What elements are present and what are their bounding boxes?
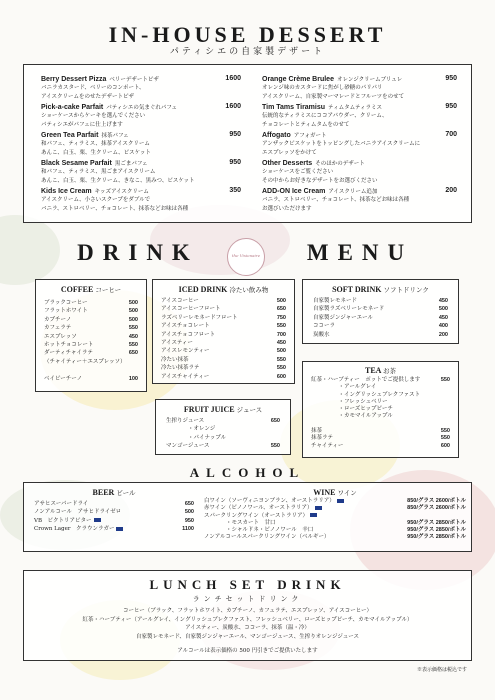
menu-row — [161, 373, 286, 381]
menu-row — [311, 443, 450, 450]
menu-item-price: 550 — [276, 365, 286, 372]
menu-item-name: カプチーノ — [44, 316, 72, 323]
menu-row — [161, 297, 286, 305]
menu-item-price: 550 — [440, 428, 450, 435]
menu-item-price: 550 — [270, 443, 280, 450]
menu-row — [44, 299, 138, 307]
menu-item-name: 赤ワイン（ピノノワール、オーストラリア） — [204, 505, 322, 512]
menu-item-name: アサヒスーパードライ — [34, 501, 89, 507]
menu-item-price: 550 — [128, 342, 138, 349]
menu-item-name: チャイティー — [311, 442, 344, 449]
menu-row — [313, 322, 448, 330]
australia-flag-icon — [94, 518, 101, 522]
logo — [227, 238, 265, 276]
dessert-item — [262, 103, 457, 129]
menu-item-price: 650 — [276, 306, 286, 313]
dessert-name — [262, 187, 457, 195]
dessert-name-en: Kids Ice Cream — [41, 188, 92, 195]
dessert-name — [41, 159, 241, 167]
dessert-description: ショーケースをご覧ください — [262, 169, 334, 175]
menu-item-name: ・フレッシュベリー — [311, 398, 388, 405]
menu-item-name — [44, 366, 46, 374]
menu-item-price: 700 — [276, 331, 286, 338]
menu-row — [166, 417, 280, 425]
menu-row — [44, 316, 138, 324]
dessert-description: あんこ、白玉、栗、生クリーム、きなこ、黒みつ、ビスケット — [41, 178, 195, 184]
menu-row — [313, 305, 448, 313]
australia-flag-icon — [337, 499, 344, 503]
dessert-item — [41, 75, 241, 101]
soft-drink-section — [302, 279, 459, 344]
dessert-price: 1600 — [225, 103, 241, 110]
menu-row — [161, 305, 286, 313]
dessert-name-en: Other Desserts — [262, 160, 313, 167]
menu-item-name: マンゴージュース — [166, 443, 210, 450]
menu-row — [161, 347, 286, 355]
dessert-description: お選びいただけます — [262, 206, 312, 212]
menu-item-price: 500 — [276, 298, 286, 304]
menu-row — [311, 384, 450, 391]
dessert-name-en: Berry Dessert Pizza — [41, 76, 107, 83]
menu-row — [44, 366, 138, 374]
dessert-name — [41, 103, 241, 111]
menu-item-name: エスプレッソ — [44, 333, 77, 340]
menu-row — [34, 500, 194, 508]
dessert-description: アンザックビスケットをトッピングしたバニラアイスクリームに — [262, 141, 421, 147]
menu-item-name: 自家製レモネード — [313, 298, 358, 304]
menu-row — [44, 375, 138, 383]
menu-row — [44, 349, 138, 357]
lunch-list — [0, 607, 495, 641]
menu-item-price: 500 — [438, 306, 448, 313]
menu-item-price: 650 — [128, 350, 138, 357]
lunch-item: アイスティー、炭酸水、ココーラ、抹茶（温・冷） — [185, 625, 310, 632]
menu-item-price: 550 — [276, 323, 286, 330]
dessert-name-jp: 黒ごまパフェ — [114, 161, 148, 167]
menu-item-price: 600 — [440, 442, 450, 449]
dessert-price: 950 — [229, 159, 241, 166]
menu-row — [311, 435, 450, 442]
menu-row — [313, 331, 448, 339]
page-title: IN-HOUSE DESSERT — [108, 22, 387, 47]
tea-title: TEA お茶 — [364, 366, 396, 375]
dessert-description: チョコレートとティムタムをのせて — [262, 122, 350, 128]
fruit-juice-section — [155, 399, 291, 455]
dessert-column-left — [41, 75, 241, 215]
menu-item-price: 400 — [438, 323, 448, 330]
menu-item-name: フラットホワイト — [44, 308, 88, 315]
menu-item-price: 950/グラス 2850/ボトル — [407, 519, 466, 526]
dessert-name-en: Green Tea Parfait — [41, 132, 99, 139]
menu-row — [44, 324, 138, 332]
dessert-item — [41, 131, 241, 157]
dessert-name-jp: そのほかのデザート — [315, 161, 365, 167]
dessert-description: あんこ、白玉、栗、生クリーム、ビスケット — [41, 150, 151, 156]
dessert-name-jp: 抹茶パフェ — [101, 133, 129, 139]
menu-item-price: 500 — [128, 316, 138, 323]
menu-row — [161, 314, 286, 322]
dessert-name — [262, 131, 457, 139]
dessert-item — [41, 187, 241, 213]
menu-row — [44, 341, 138, 349]
menu-item-price: 550 — [276, 356, 286, 363]
menu-item-price: 1100 — [182, 526, 194, 533]
menu-item-price: 450 — [276, 340, 286, 347]
dessert-name — [41, 75, 241, 83]
menu-item-name: ダーティチャイラテ — [44, 350, 93, 357]
dessert-description: その中からお好きなデザートをお選びください — [262, 178, 378, 184]
lunch-item: コーヒー（ブラック、フラットホワイト、カプチーノ、カフェラテ、エスプレッソ、アイスコーヒー） — [122, 608, 373, 614]
dessert-name-jp: キッズアイスクリーム — [94, 189, 149, 195]
menu-row — [34, 525, 194, 533]
dessert-name-en: Tim Tams Tiramisu — [262, 104, 326, 111]
australia-flag-icon — [315, 506, 322, 510]
menu-row — [161, 364, 286, 372]
dessert-price: 1600 — [225, 75, 241, 82]
wine-list — [204, 498, 466, 542]
menu-row — [161, 331, 286, 339]
lunch-item: 自家製レモネード、自家製ジンジャーエール、マンゴージュース、生搾りオレンジジュース — [136, 633, 359, 640]
lunch-note: アルコールは表示価格の 500 円引きでご提供いたします — [177, 648, 318, 654]
dessert-price: 350 — [229, 187, 241, 194]
menu-item-price: 450 — [438, 298, 448, 304]
menu-item-price: 950 — [184, 517, 194, 524]
menu-item-name: スパークリングワイン（オーストラリア） — [204, 513, 317, 520]
menu-row — [313, 314, 448, 322]
iced-drink-title: ICED DRINK 冷たい飲み物 — [178, 285, 269, 294]
menu-item-name: ベイビーチーノ — [44, 375, 83, 382]
dessert-description: アイスクリーム、自家製マーマレードとフルーツをのせて — [262, 94, 405, 100]
menu-item-name: ノンアルコール アサヒドライゼロ — [34, 509, 122, 516]
soft-drink-list — [313, 297, 448, 339]
menu-item-name: アイスチョコレート — [161, 323, 210, 330]
dessert-item — [262, 159, 457, 185]
dessert-description: バニラカスタード、ベリーのコンポート、 — [41, 85, 145, 91]
menu-item-name: ・モスカート 甘口 — [204, 519, 276, 526]
dessert-name-jp: パティシエの気まぐれパフェ — [106, 105, 178, 111]
menu-row — [44, 307, 138, 315]
menu-item-name: ココーラ — [313, 323, 336, 330]
menu-item-name: 白ワイン（ソーヴィニヨンブラン、オーストラリア） — [204, 498, 344, 505]
lunch-item: 紅茶・ハーブティー（アールグレイ、イングリッシュブレクファスト、フレッシュベリー、ローズヒップピーチ、カモマイルアップル） — [82, 616, 413, 623]
menu-item-name: 自家製ジンジャーエール — [313, 314, 374, 321]
menu-row — [311, 413, 450, 420]
menu-item-name: ・カモマイルアップル — [311, 413, 393, 420]
dessert-name — [262, 159, 457, 167]
dessert-name — [41, 187, 241, 195]
menu-item-name: ・パイナップル — [166, 434, 227, 441]
menu-item-name: ・シャルドネ・ピノノワール 辛口 — [204, 527, 314, 534]
dessert-description: 伝統的なティラミスにココアパウダー、クリーム、 — [262, 113, 388, 119]
dessert-name-jp: ベリーデザートピザ — [109, 77, 159, 83]
menu-item-name: ブラックコーヒー — [44, 300, 88, 306]
dessert-name-en: Affogato — [262, 132, 291, 139]
menu-row — [44, 333, 138, 341]
menu-item-name: （チャイティー＋エスプレッソ） — [44, 358, 126, 365]
menu-item-name: ホットチョコレート — [44, 342, 94, 349]
menu-item-price: 550 — [128, 325, 138, 332]
menu-row — [204, 513, 466, 520]
dessert-description: エスプレッソをかけて — [262, 150, 317, 156]
menu-item-name: カフェラテ — [44, 325, 72, 332]
dessert-price: 950 — [445, 75, 457, 82]
tea-section — [302, 361, 459, 458]
dessert-item — [262, 131, 457, 157]
menu-row — [311, 421, 450, 428]
dessert-description: アイスクリームをのせたデザートピザ — [41, 94, 134, 100]
menu-row — [166, 442, 280, 450]
menu-item-name: アイスコーヒー — [161, 298, 199, 304]
menu-item-price: 200 — [438, 331, 448, 338]
menu-item-name: VB ビクトリアビター — [34, 517, 101, 525]
coffee-list — [44, 299, 138, 383]
dessert-description: バニラ、ストロベリー、チョコレート、抹茶などお味は各種 — [262, 197, 410, 203]
drink-title-right: MENU — [306, 240, 414, 265]
menu-item-price: 950/グラス 2850/ボトル — [407, 534, 466, 541]
dessert-name-jp: アフォガート — [293, 133, 327, 139]
menu-item-price: 500 — [276, 348, 286, 355]
menu-item-price: 750 — [276, 314, 286, 321]
menu-item-name: ・ローズヒップピーチ — [311, 406, 393, 413]
menu-item-name: 冷たい抹茶ラテ — [161, 365, 200, 372]
wine-title: WINE ワイン — [313, 488, 357, 497]
menu-item-name: アイスコーヒーフロート — [161, 306, 221, 313]
drink-title-left: DRINK — [77, 240, 199, 265]
menu-item-name: アイスチャイティー — [161, 373, 210, 380]
menu-item-name: ・オレンジ — [166, 426, 216, 433]
menu-row — [313, 297, 448, 305]
menu-item-name: ノンアルコールスパークリングワイン（ベルギー） — [204, 534, 330, 541]
dessert-description: バニラ、ストロベリー、チョコレート、抹茶などお味は各種 — [41, 206, 189, 212]
menu-item-price: 500 — [128, 308, 138, 315]
australia-flag-icon — [116, 527, 123, 531]
dessert-name-jp: オレンジクリームブリュレ — [336, 77, 403, 83]
dessert-column-right — [262, 75, 457, 215]
beer-title: BEER ビール — [92, 488, 136, 497]
menu-item-name: アイスティー — [161, 340, 193, 347]
dessert-item — [262, 187, 457, 213]
dessert-item — [41, 103, 241, 129]
iced-drink-list — [161, 297, 286, 381]
menu-item-price: 450 — [128, 333, 138, 340]
menu-row — [161, 322, 286, 330]
menu-row — [34, 517, 194, 525]
menu-item-name: ・アールグレイ — [311, 384, 377, 391]
menu-item-name — [311, 421, 313, 428]
menu-item-name: 生搾りジュース — [166, 418, 205, 424]
dessert-price: 950 — [445, 103, 457, 110]
australia-flag-icon — [310, 513, 317, 517]
menu-item-price: 850/グラス 2600/ボトル — [407, 498, 466, 504]
menu-item-price: 500 — [184, 509, 194, 516]
menu-row — [161, 339, 286, 347]
logo-text: the Visionaire — [231, 253, 261, 258]
alcohol-title: ALCOHOL — [189, 465, 306, 480]
menu-item-price: 500 — [128, 300, 138, 306]
lunch-subtitle: ランチセットドリンク — [192, 595, 303, 603]
menu-row — [166, 425, 280, 433]
dessert-price: 200 — [445, 187, 457, 194]
menu-row — [166, 434, 280, 442]
dessert-name-en: Pick-a-cake Parfait — [41, 104, 104, 111]
menu-row — [44, 358, 138, 366]
dessert-name — [262, 103, 457, 111]
menu-item-name: 自家製ラズベリーレモネード — [313, 306, 385, 313]
dessert-description: 和パフェ、ティラミス、抹茶アイスクリーム — [41, 141, 150, 147]
footnote: ※表示価格は税込です — [416, 667, 467, 673]
menu-item-price: 100 — [128, 375, 138, 382]
beer-section — [34, 488, 194, 534]
dessert-item — [262, 75, 457, 101]
iced-drink-section — [152, 279, 295, 384]
menu-item-price: 650 — [184, 501, 194, 507]
page-subtitle: パティシエの自家製デザート — [169, 47, 326, 57]
menu-item-price: 650 — [270, 418, 280, 424]
dessert-name-jp: アイスクリーム追加 — [328, 189, 378, 195]
fruit-juice-title: FRUIT JUICE ジュース — [183, 405, 263, 414]
menu-item-price: 600 — [276, 373, 286, 380]
dessert-name-jp: ティムタムティラミス — [328, 105, 383, 111]
coffee-title: COFFEE コーヒー — [60, 285, 122, 294]
dessert-description: オレンジ味のカスタードに焦がし砂糖のパリパリ — [262, 85, 383, 91]
menu-item-name: ・イングリッシュブレクファスト — [311, 391, 421, 398]
tea-list — [311, 377, 450, 450]
beer-list — [34, 500, 194, 534]
menu-item-name: アイスチョコフロート — [161, 331, 216, 338]
lunch-title: LUNCH SET DRINK — [149, 577, 346, 592]
menu-item-price: 450 — [438, 314, 448, 321]
dessert-description: パティシエがパフェに仕上げます — [41, 122, 123, 128]
coffee-section — [35, 279, 147, 392]
menu-row — [311, 392, 450, 399]
menu-item-name: 紅茶・ハーブティー ポットでご提供します — [311, 377, 421, 383]
menu-row — [34, 508, 194, 516]
menu-item-name: 炭酸水 — [313, 331, 330, 338]
dessert-name-en: ADD-ON Ice Cream — [262, 188, 326, 195]
menu-row — [204, 534, 466, 541]
alcohol-section — [23, 482, 472, 552]
menu-row — [161, 356, 286, 364]
menu-row — [204, 505, 466, 512]
menu-item-price: 850/グラス 2600/ボトル — [407, 505, 466, 512]
menu-item-name: 抹茶ラテ — [311, 435, 334, 442]
dessert-name-en: Black Sesame Parfait — [41, 160, 112, 167]
dessert-item — [41, 159, 241, 185]
menu-item-name: Crown Lager クラウンラガー — [34, 525, 123, 533]
dessert-menu — [23, 64, 472, 223]
dessert-name — [262, 75, 457, 83]
dessert-name — [41, 131, 241, 139]
menu-item-price: 550 — [440, 435, 450, 442]
soft-drink-title: SOFT DRINK ソフトドリンク — [332, 285, 429, 294]
dessert-price: 950 — [229, 131, 241, 138]
dessert-description: アイスクリーム、小さいスクープをダブルで — [41, 197, 151, 203]
menu-item-price: 950/グラス 2850/ボトル — [407, 527, 466, 534]
fruit-juice-list — [166, 417, 280, 451]
wine-section — [204, 488, 466, 542]
dessert-description: ショーケースからケーキを選んでください — [41, 113, 146, 119]
menu-item-price: 550 — [440, 377, 450, 383]
menu-item-name: 冷たい抹茶 — [161, 356, 189, 363]
menu-item-name: ラズベリーレモネードフロート — [161, 314, 238, 321]
menu-item-name: 抹茶 — [311, 428, 323, 435]
menu-item-name: アイスレモンティー — [161, 348, 210, 355]
dessert-description: 和パフェ、ティラミス、黒ごまアイスクリーム — [41, 169, 156, 175]
dessert-name-en: Orange Crème Brulee — [262, 76, 334, 83]
dessert-price: 700 — [445, 131, 457, 138]
